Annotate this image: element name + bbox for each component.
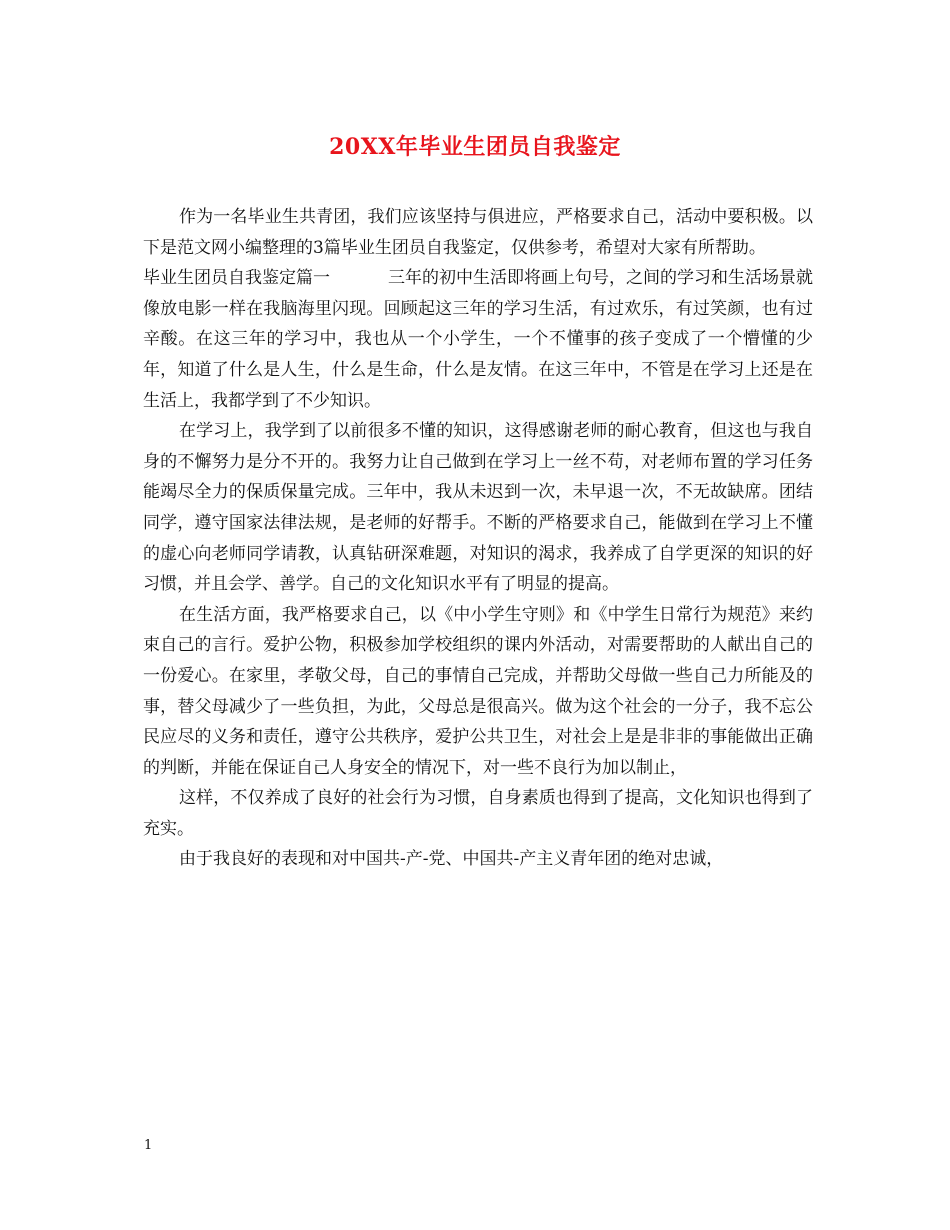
section-first-paragraph-text: 三年的初中生活即将画上句号，之间的学习和生活场景就像放电影一样在我脑海里闪现。回顾起这三年的学习生活，有过欢乐，有过笑颜，也有过辛酸。在这三年的学习中，我也从一个小学生，一个不懂事的孩子变成了一个懵懂的少年，知道了什么是人生，什么是生命，什么是友情。在这三年中，不管是在学习上还是在生活上，我都学到了不少知识。 xyxy=(143,268,813,411)
document-title: 20XX年毕业生团员自我鉴定 xyxy=(329,134,621,160)
body-paragraph-habits: 这样，不仅养成了良好的社会行为习惯，自身素质也得到了提高，文化知识也得到了充实。 xyxy=(143,788,813,839)
section-paragraph xyxy=(143,263,813,416)
page-number: 1 xyxy=(144,1138,153,1153)
section-heading: 毕业生团员自我鉴定篇一 xyxy=(143,268,330,289)
intro-paragraph: 作为一名毕业生共青团，我们应该坚持与俱进应，严格要求自己，活动中要积极。以下是范文网小编整理的3篇毕业生团员自我鉴定，仅供参考，希望对大家有所帮助。 xyxy=(143,207,813,258)
body-paragraph-loyalty: 由于我良好的表现和对中国共-产-党、中国共-产主义青年团的绝对忠诚， xyxy=(179,849,724,870)
document-body xyxy=(143,202,813,875)
body-paragraph-study: 在学习上，我学到了以前很多不懂的知识，这得感谢老师的耐心教育，但这也与我自身的不懈努力是分不开的。我努力让自己做到在学习上一丝不苟，对老师布置的学习任务能竭尽全力的保质保量完成。三年中，我从未迟到一次，未早退一次，不无故缺席。团结同学，遵守国家法律法规，是老师的好帮手。不断的严格要求自己，能做到在学习上不懂的虚心向老师同学请教，认真钻研深难题，对知识的渴求，我养成了自学更深的知识的好习惯，并且会学、善学。自己的文化知识水平有了明显的提高。 xyxy=(143,421,813,595)
body-paragraph-life: 在生活方面，我严格要求自己，以《中小学生守则》和《中学生日常行为规范》来约束自己的言行。爱护公物，积极参加学校组织的课内外活动，对需要帮助的人献出自己的一份爱心。在家里，孝敬父母，自己的事情自己完成，并帮助父母做一些自己力所能及的事，替父母减少了一些负担，为此，父母总是很高兴。做为这个社会的一分子，我不忘公民应尽的义务和责任，遵守公共秩序，爱护公共卫生，对社会上是是非非的事能做出正确的判断，并能在保证自己人身安全的情况下，对一些不良行为加以制止， xyxy=(143,604,813,778)
